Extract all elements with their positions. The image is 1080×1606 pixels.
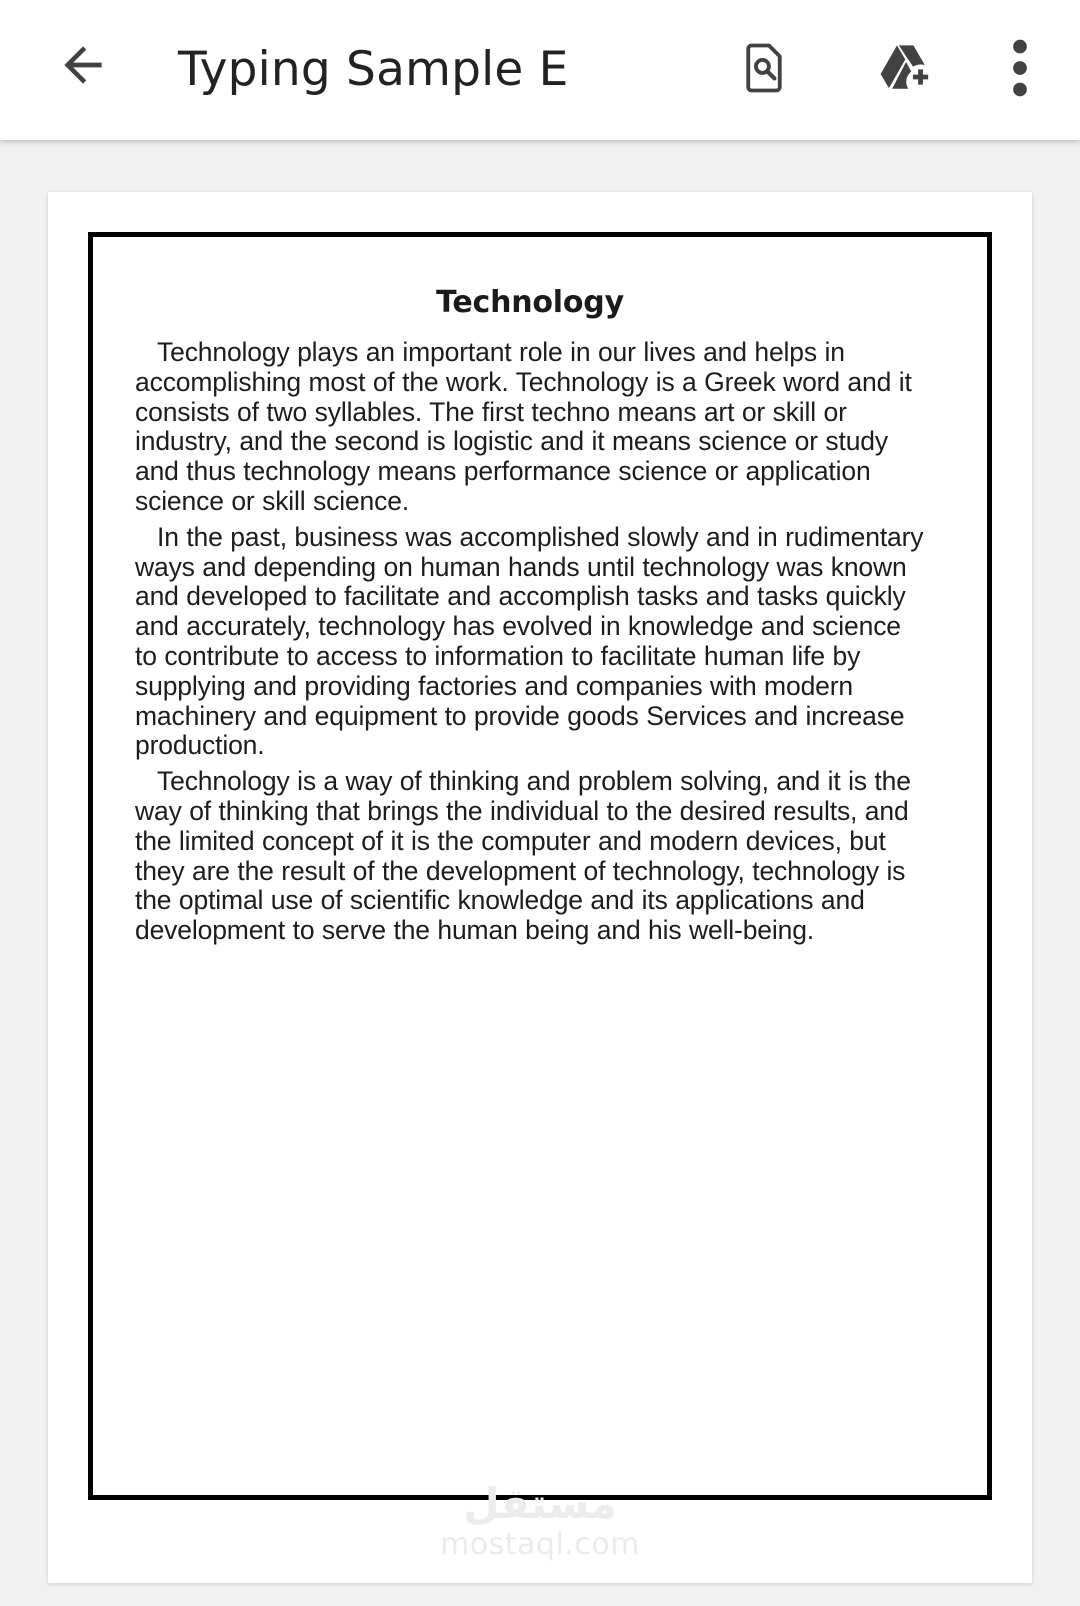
watermark-domain-text: mostaql.com bbox=[440, 1527, 640, 1562]
find-in-document-button[interactable] bbox=[722, 28, 806, 112]
back-arrow-icon bbox=[55, 37, 111, 98]
watermark-arabic-text: مستقل bbox=[463, 1479, 617, 1528]
document-viewer[interactable] bbox=[0, 140, 1080, 1606]
app-bar-actions bbox=[722, 0, 1080, 140]
add-to-drive-button[interactable] bbox=[864, 28, 948, 112]
document-search-icon bbox=[737, 41, 791, 100]
drive-add-icon bbox=[876, 40, 936, 101]
back-button[interactable] bbox=[44, 28, 122, 106]
more-vert-icon bbox=[1009, 35, 1031, 106]
document-page bbox=[48, 192, 1032, 1583]
page-title: Typing Sample E bbox=[178, 42, 569, 97]
app-bar bbox=[0, 0, 1080, 140]
document-paragraph: In the past, business was accomplished slowly and in rudimentary ways and depending on human hands until technology was known and developed to facilitate and accomplish tasks and tasks quickly and accurately, technology has evolved in knowledge and science to contribute to access to information to facilitate human life by supplying and providing factories and companies with modern machinery and equipment to provide goods Services and increase production. bbox=[135, 521, 924, 761]
document-paragraph: Technology plays an important role in our lives and helps in accomplishing most of the work. Technology is a Greek word and it consists of two syllables. The first techno means art or skill or industry, and the second is logistic and it means science or study and thus technology means performance science or application science or skill science. bbox=[135, 337, 912, 516]
document-paragraph: Technology is a way of thinking and problem solving, and it is the way of thinking that brings the individual to the desired results, and the limited concept of it is the computer and modern devices, but they are the result of the development of technology, technology is the optimal use of scientific knowledge and its applications and development to serve the human being and his well-being. bbox=[135, 766, 911, 946]
document-body bbox=[135, 285, 925, 952]
document-heading: Technology bbox=[436, 285, 624, 320]
more-options-button[interactable] bbox=[990, 28, 1050, 112]
document-border-frame bbox=[88, 232, 992, 1500]
